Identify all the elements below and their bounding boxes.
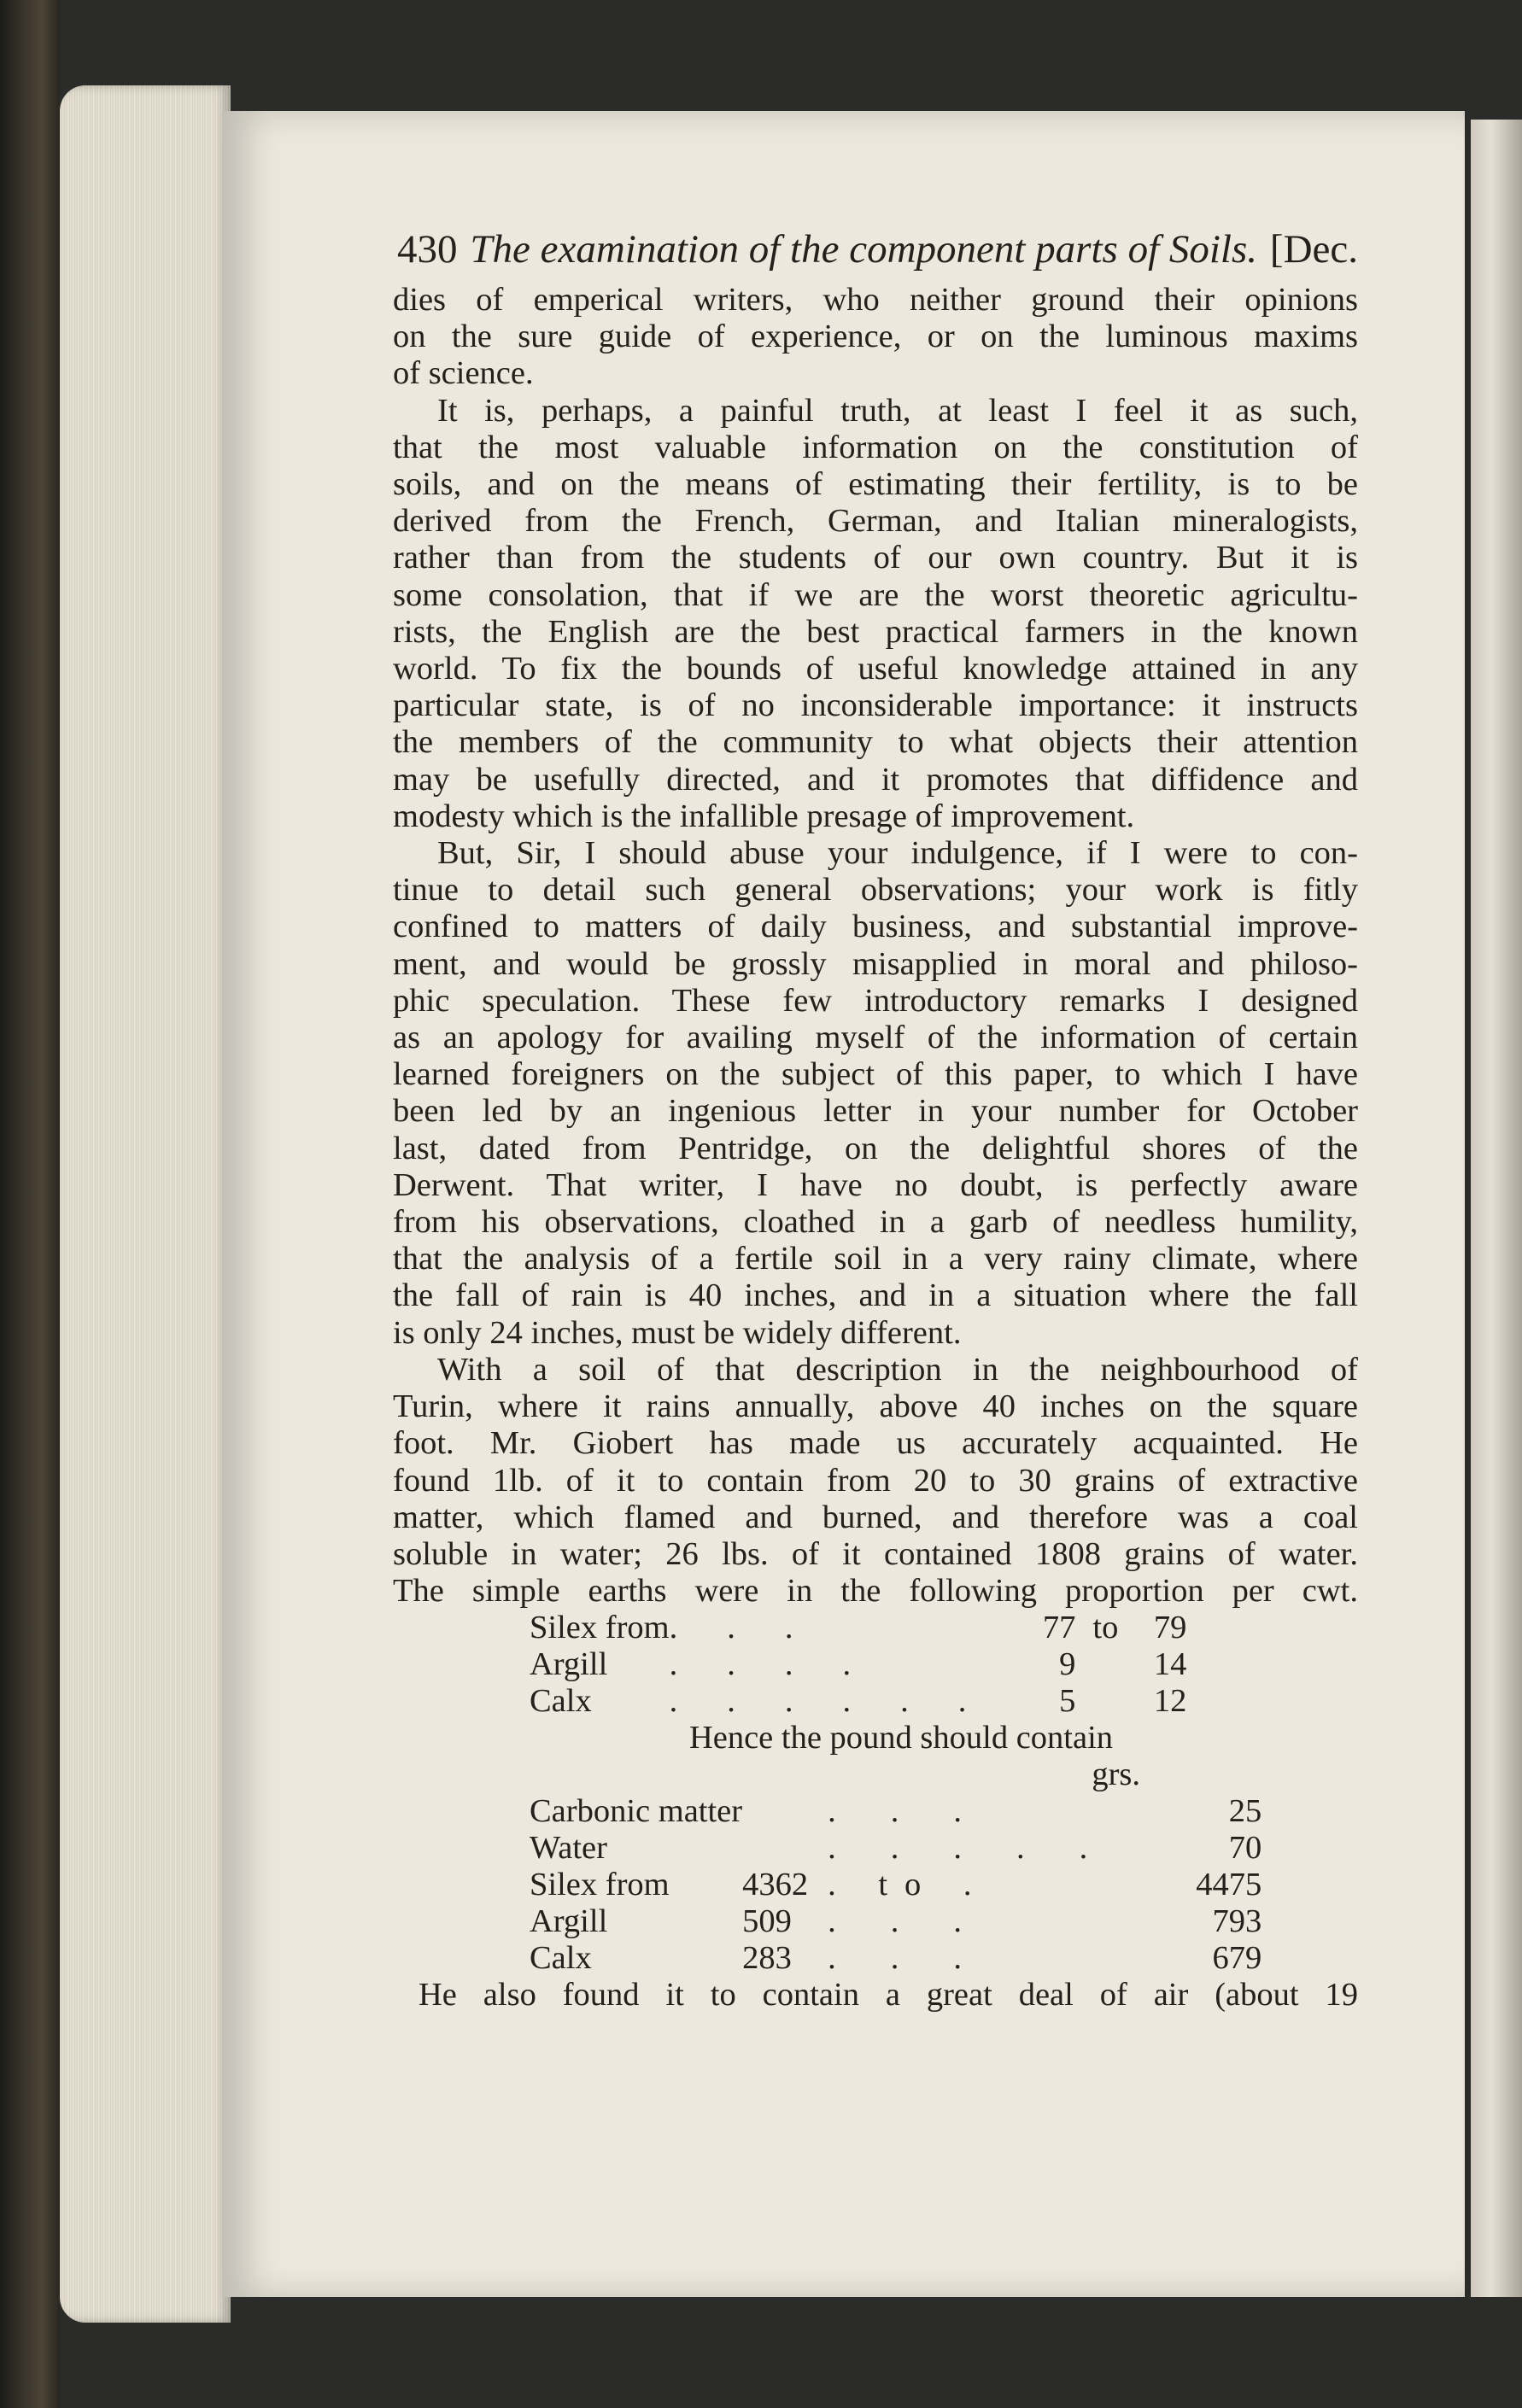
- text-line: foot. Mr. Giobert has made us accurately acquainted. He: [393, 1425, 1358, 1462]
- text-line: rather than from the students of our own country. But it is: [393, 540, 1358, 576]
- text-line: With a soil of that description in the neighbourhood of: [437, 1351, 1358, 1388]
- text-line: confined to matters of daily business, and substantial improve-: [393, 909, 1358, 945]
- leader-dots: ...: [828, 1940, 1016, 1977]
- text-line: the members of the community to what objects their attention: [393, 724, 1358, 761]
- table-row: [530, 1646, 1186, 1683]
- facing-page-edge: [1471, 120, 1522, 2297]
- table-cell-name: Argill: [530, 1903, 608, 1940]
- text-line: modesty which is the infallible presage of improvement.: [393, 798, 1135, 834]
- table-cell-number: 509: [742, 1903, 792, 1940]
- paragraph-2: [393, 393, 1358, 835]
- paragraph-1: [393, 282, 1358, 393]
- table-cell-value: 77: [1042, 1610, 1076, 1646]
- leader-dots: ...: [828, 1903, 1016, 1940]
- table-cell-number: [742, 1830, 828, 1867]
- text-line: Turin, where it rains annually, above 40 inches on the square: [393, 1388, 1358, 1425]
- table-cell-to: to: [1092, 1610, 1119, 1646]
- table-cell-number: 283: [742, 1940, 792, 1977]
- table-cell-value: 14: [1153, 1646, 1187, 1683]
- final-paragraph: [393, 1977, 1358, 2013]
- table-cell-to: [1075, 1646, 1135, 1683]
- text-line: may be usefully directed, and it promotes that diffidence and: [393, 761, 1358, 798]
- table-cell-name: Water: [530, 1830, 607, 1867]
- table-row: [530, 1903, 1262, 1940]
- table-cell-to: [1075, 1683, 1135, 1720]
- text-line: He also found it to contain a great deal of air (about 19: [419, 1977, 1358, 2013]
- leader-dots: .....: [828, 1830, 1143, 1867]
- text-line: of science.: [393, 355, 534, 392]
- table-row: [530, 1610, 1186, 1646]
- table-row: [530, 1867, 1262, 1903]
- table-cell-value: 5: [1059, 1683, 1076, 1720]
- leader-dots: . to .: [828, 1867, 989, 1903]
- text-line: ment, and would be grossly misapplied in moral and philoso-: [393, 945, 1358, 982]
- table-cell-value: 9: [1059, 1646, 1076, 1683]
- text-line: particular state, is of no inconsiderable importance: it instructs: [393, 687, 1358, 724]
- text-line: learned foreigners on the subject of this paper, to which I have: [393, 1056, 1358, 1093]
- text-line: some consolation, that if we are the worst theoretic agricultu-: [393, 576, 1358, 613]
- table-cell-number: [742, 1793, 828, 1830]
- table-row: [530, 1830, 1262, 1867]
- text-line: on the sure guide of experience, or on the luminous maxims: [393, 319, 1358, 355]
- text-line: the fall of rain is 40 inches, and in a situation where the fall: [393, 1277, 1358, 1314]
- paragraph-4: [393, 1352, 1358, 1610]
- running-head: [397, 224, 1358, 275]
- text-line: found 1lb. of it to contain from 20 to 30 grains of extractive: [393, 1462, 1358, 1499]
- text-line: dies of emperical writers, who neither ground their opinions: [393, 282, 1358, 318]
- text-line: soils, and on the means of estimating their fertility, is to be: [393, 466, 1358, 503]
- table-cell-name: Silex from: [530, 1867, 670, 1903]
- text-line: tinue to detail such general observations; your work is fitly: [393, 872, 1358, 909]
- table-cell-name: Silex from: [530, 1610, 670, 1646]
- text-line: last, dated from Pentridge, on the delightful shores of the: [393, 1130, 1358, 1166]
- table-cell-name: Carbonic matter: [530, 1793, 743, 1830]
- table-cell-value: 79: [1153, 1610, 1187, 1646]
- table-cell-number: 4362: [742, 1867, 809, 1903]
- text-line: been led by an ingenious letter in your number for October: [393, 1093, 1358, 1130]
- pound-contents-table: [530, 1793, 1262, 1977]
- table-cell-name: Argill: [530, 1646, 608, 1683]
- running-section: [Dec.: [1269, 227, 1358, 272]
- text-line: world. To fix the bounds of useful knowledge attained in any: [393, 651, 1358, 687]
- book-spine-edge: [0, 0, 60, 2408]
- text-line: phic speculation. These few introductory remarks I designed: [393, 982, 1358, 1019]
- table-cell-value: 25: [1228, 1793, 1262, 1830]
- leader-dots: ......: [669, 1683, 1016, 1720]
- grains-unit-label: grs.: [1092, 1756, 1140, 1793]
- table-cell-value: 70: [1228, 1830, 1262, 1867]
- leader-dots: ....: [669, 1646, 901, 1683]
- running-title: The examination of the component parts of Soils.: [470, 227, 1258, 272]
- hence-heading: Hence the pound should contain: [688, 1720, 1114, 1756]
- text-line: derived from the French, German, and Italian mineralogists,: [393, 503, 1358, 540]
- text-line: that the most valuable information on the constitution of: [393, 429, 1358, 465]
- paragraph-3: [393, 835, 1358, 1352]
- table-cell-value: 12: [1153, 1683, 1187, 1720]
- table-cell-value: 4475: [1196, 1867, 1262, 1903]
- text-line: It is, perhaps, a painful truth, at least I feel it as such,: [437, 392, 1358, 429]
- text-line: Derwent. That writer, I have no doubt, is perfectly aware: [393, 1166, 1358, 1203]
- earths-proportion-table: [530, 1610, 1186, 1720]
- page-number: 430: [397, 227, 458, 272]
- page-stack-edges: [60, 85, 231, 2323]
- table-row: [530, 1940, 1262, 1977]
- table-cell-value: 793: [1212, 1903, 1262, 1940]
- text-line: is only 24 inches, must be widely different.: [393, 1314, 962, 1351]
- text-line: matter, which flamed and burned, and therefore was a coal: [393, 1499, 1358, 1535]
- table-cell-name: Calx: [530, 1940, 592, 1977]
- text-line: as an apology for availing myself of the information of certain: [393, 1020, 1358, 1056]
- text-line: from his observations, cloathed in a garb of needless humility,: [393, 1204, 1358, 1241]
- page-text: [393, 224, 1358, 2014]
- text-line: that the analysis of a fertile soil in a very rainy climate, where: [393, 1241, 1358, 1277]
- text-line: rists, the English are the best practical farmers in the known: [393, 613, 1358, 650]
- table-row: [530, 1793, 1262, 1830]
- text-line: But, Sir, I should abuse your indulgence, if I were to con-: [437, 835, 1358, 872]
- leader-dots: ...: [669, 1610, 843, 1646]
- table-cell-value: 679: [1212, 1940, 1262, 1977]
- text-line: soluble in water; 26 lbs. of it contained 1808 grains of water.: [393, 1535, 1358, 1572]
- text-line: The simple earths were in the following proportion per cwt.: [393, 1573, 1358, 1610]
- table-cell-name: Calx: [530, 1683, 592, 1720]
- leader-dots: ...: [828, 1793, 1016, 1830]
- table-row: [530, 1683, 1186, 1720]
